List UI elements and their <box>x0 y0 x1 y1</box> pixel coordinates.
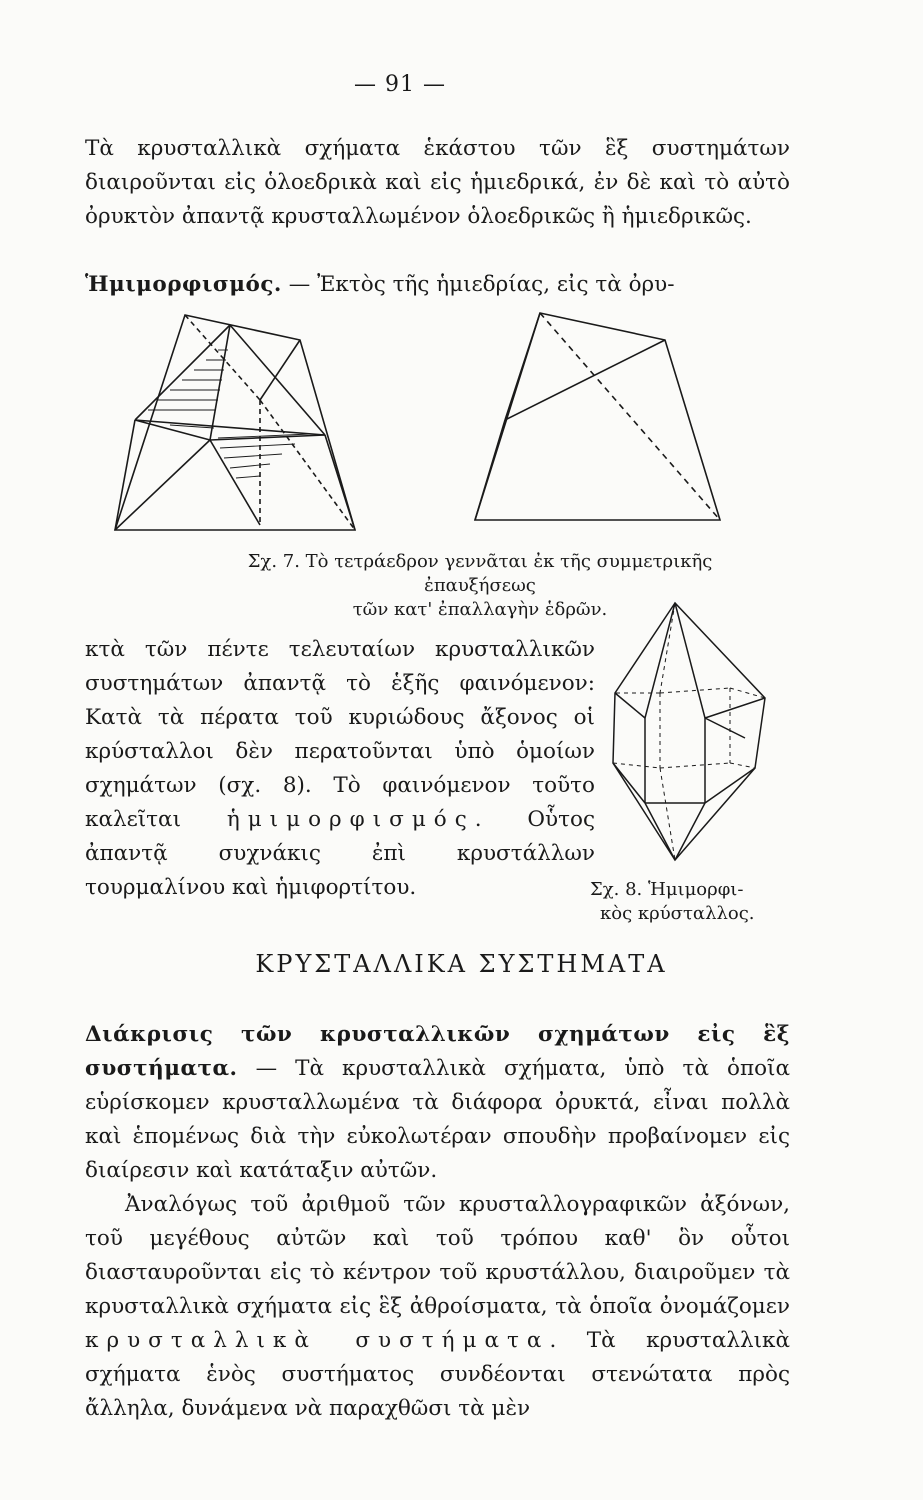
hemimorphism-sidehead: Ἡμιμορφισμός. <box>85 272 282 297</box>
systems-paragraph <box>85 1188 790 1426</box>
figure-7-right-diagram <box>470 305 730 530</box>
figure-8-caption <box>590 878 790 926</box>
hemimorphism-intro <box>85 268 790 302</box>
intro-paragraph: Τὰ κρυσταλλικὰ σχήματα ἑκάστου τῶν ἓξ συστημάτων διαιροῦνται εἰς ὁλοεδρικὰ καὶ εἰς ἡμιεδρικά, ἐν δὲ καὶ τὸ αὐτὸ ὀρυκτὸν ἀπαντᾷ κρυσταλλωμένον ὁλοεδρικῶς ἢ ἡμιεδρικῶς. <box>85 136 790 229</box>
systems-term: κρυσταλλικὰ συστήματα <box>85 1328 550 1353</box>
hemimorphism-text-cont: κτὰ τῶν πέντε τελευταίων κρυσταλλικῶν συστημάτων ἀπαντᾷ τὸ ἑξῆς φαινόμενον: Κατὰ τὰ πέρατα τοῦ κυριώδους ἄξονος οἱ κρύσταλλοι δὲν περατοῦνται ὑπὸ ὁμοίων σχημάτων (σχ. 8). Τὸ φαινόμενον τοῦτο καλεῖται <box>85 637 595 832</box>
classification-sidehead: Διάκρισις τῶν κρυσταλλικῶν σχημάτων εἰς ἓξ συστήματα. <box>85 1022 790 1081</box>
page-number: — 91 — <box>354 72 446 97</box>
classification-text: — Τὰ κρυσταλλικὰ σχήματα, ὑπὸ τὰ ὁποῖα εὑρίσκομεν κρυσταλλωμένα τὰ διάφορα ὀρυκτά, εἶναι πολλὰ καὶ ἑπομένως διὰ τὴν εὐκολωτέραν σπουδὴν προβαίνομεν εἰς διαίρεσιν καὶ κατάταξιν αὐτῶν. <box>85 1056 790 1183</box>
hemimorphism-term: ἡμιμορφισμός <box>226 807 475 832</box>
classification-paragraph <box>85 1018 790 1188</box>
hemimorphism-text-start: — Ἐκτὸς τῆς ἡμιεδρίας, εἰς τὰ ὀρυ- <box>288 272 675 297</box>
hemimorphism-paragraph <box>85 633 595 905</box>
section-heading: ΚΡΥΣΤΑΛΛΙΚΑ ΣΥΣΤΗΜΑΤΑ <box>255 950 668 978</box>
systems-text-start: Ἀναλόγως τοῦ ἀριθμοῦ τῶν κρυσταλλογραφικῶν ἀξόνων, τοῦ μεγέθους αὐτῶν καὶ τοῦ τρόπου καθ' ὃν οὗτοι διασταυροῦνται εἰς τὸ κέντρον τοῦ κρυστάλλου, διαιροῦμεν τὰ κρυσταλλικὰ σχήματα εἰς ἓξ ἀθροίσματα, τὰ ὁποῖα ὀνομάζομεν <box>85 1192 790 1319</box>
systems-text-end: . Τὰ κρυσταλλικὰ σχήματα ἑνὸς συστήματος συνδέονται στενώτατα πρὸς ἄλληλα, δυνάμενα νὰ παραχθῶσι τὰ μὲν <box>85 1328 790 1421</box>
figure-8-crystal-diagram <box>605 598 775 868</box>
figure-8-caption-line-1: Σχ. 8. Ἡμιμορφι- <box>590 879 744 900</box>
figure-7-caption-line-2: τῶν κατ' ἐπαλλαγὴν ἑδρῶν. <box>352 599 608 620</box>
hemimorphism-text-end: . Οὗτος ἀπαντᾷ συχνάκις ἐπὶ κρυστάλλων τουρμαλίνου καὶ ἡμιφορτίτου. <box>85 807 595 900</box>
figure-7-left-diagram <box>110 310 365 535</box>
figure-7-caption-line-1: Σχ. 7. Τὸ τετράεδρον γεννᾶται ἐκ τῆς συμμετρικῆς ἐπαυξήσεως <box>247 551 713 596</box>
figure-8-caption-line-2: κὸς κρύσταλλος. <box>600 903 755 924</box>
